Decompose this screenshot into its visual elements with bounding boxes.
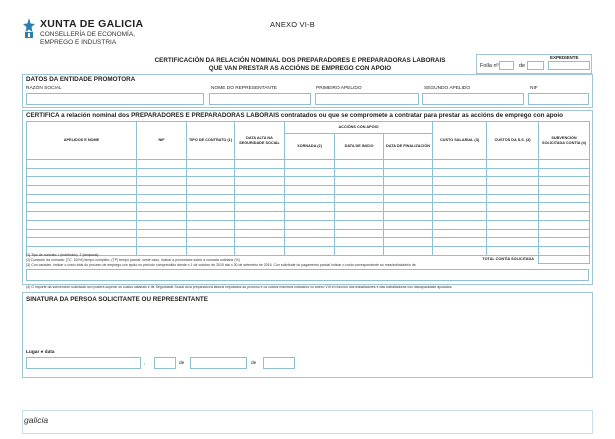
table-row — [27, 203, 590, 212]
nif-label: NIF — [530, 86, 538, 91]
total-amount-input[interactable] — [539, 255, 590, 264]
representante-label: NOME DO REPRESENTANTE — [211, 86, 278, 91]
table-row — [27, 186, 590, 195]
expediente-input[interactable] — [548, 61, 590, 70]
col-apelidos: APELIDOS E NOME — [27, 122, 137, 160]
col-data-inicio: DATA DE INICIO — [335, 134, 384, 160]
note-1: (1) Tipo de contrato: I (indefinido), T (temporal) — [26, 253, 99, 257]
org-name: XUNTA DE GALICIA — [40, 18, 144, 30]
table-row — [27, 238, 590, 247]
segundo-apelido-label: SEGUNDO APELIDO — [424, 86, 471, 91]
col-data-fin: DATA DE FINALIZACIÓN — [384, 134, 433, 160]
col-custos-ss: CUSTOS DA S.S. (3) — [487, 122, 539, 160]
lugar-input[interactable] — [26, 357, 141, 369]
org-department — [40, 31, 135, 46]
razon-social-label: RAZÓN SOCIAL — [26, 86, 62, 91]
org-dept-line2: EMPREGO E INDUSTRIA — [40, 38, 117, 46]
folla-de-label: de — [519, 63, 526, 69]
de-separator-1: de — [179, 361, 185, 366]
primer-apelido-input[interactable] — [315, 93, 419, 105]
month-input[interactable] — [190, 357, 247, 369]
footer-box — [22, 410, 593, 434]
day-input[interactable] — [154, 357, 176, 369]
lugar-data-label: Lugar e data — [26, 350, 55, 355]
document-title — [150, 57, 450, 73]
org-dept-line1: CONSELLERÍA DE ECONOMÍA, — [40, 31, 135, 38]
segundo-apelido-input[interactable] — [422, 93, 524, 105]
xunta-cross-logo-icon — [22, 17, 36, 39]
primer-apelido-label: PRIMEIRO APELIDO — [316, 86, 362, 91]
table-row — [27, 229, 590, 238]
annex-label: ANEXO VI-B — [270, 20, 315, 29]
folla-label: Folla nº — [480, 63, 499, 69]
col-custo-salarial: CUSTO SALARIAL (3) — [433, 122, 487, 160]
expediente-label: EXPEDIENTE — [550, 55, 579, 60]
note-2: (2) Duración da xornada: (TC: 100%) tempo completo, (TP) tempo parcial: neste caso, indicar a porcentaxe sobre a xornada ordinaria (%) — [26, 258, 240, 262]
representante-input[interactable] — [209, 93, 311, 105]
col-data-alta: DATA ALTA NA SEGURIDADE SOCIAL — [235, 122, 285, 160]
table-row — [27, 246, 590, 255]
table-row — [27, 168, 590, 177]
signature-section-title: SINATURA DA PERSOA SOLICITANTE OU REPRESENTANTE — [26, 296, 208, 303]
total-label: TOTAL CONTÍA SOLICITADA — [482, 257, 535, 262]
col-nif: NIF — [137, 122, 187, 160]
year-input[interactable] — [263, 357, 295, 369]
note-4: (4) O importe da subvención solicitada non poderá superar os custos salariais e de Seguridade Social do/a preparador/a laboral imputados ao proceso e os custos máximos indicados no anexo VIII en función dos traballadores e das traballadoras con discapacidade apoiados. — [26, 285, 453, 289]
table-row — [27, 160, 590, 169]
table-row — [27, 212, 590, 221]
folla-total-input[interactable] — [527, 61, 544, 70]
period-input[interactable] — [26, 269, 589, 281]
galicia-brand: galicia — [24, 415, 49, 425]
entity-section-title: DATOS DA ENTIDADE PROMOTORA — [26, 76, 136, 83]
razon-social-input[interactable] — [26, 93, 204, 105]
nif-input[interactable] — [528, 93, 589, 105]
note-3: (3) Con carácter, indicar o custo total do proceso de emprego con apoio no período comprendido desde o 1 de outubro de 2015 ata o 30 de setembro de 2016. Con solicitude do pagamento parcial indicar o custo correspondente ao mes/actividade/s de — [26, 263, 416, 267]
table-row — [27, 220, 590, 229]
col-xornada: XORNADA (2) — [285, 134, 335, 160]
certify-section-title: CERTIFICA a relación nominal dos PREPARADORES E PREPARADORAS LABORAIS contratados ou que se compromete a contratar para prestar as accións de emprego con apoio — [26, 112, 563, 119]
col-accions-con-apoio: ACCIÓNS CON APOIO — [285, 122, 433, 134]
table-row — [27, 177, 590, 186]
de-separator-2: de — [251, 361, 257, 366]
col-tipo-contrato: TIPO DE CONTRATO (1) — [187, 122, 235, 160]
preparadores-table — [26, 121, 590, 264]
comma-separator: , — [144, 361, 146, 366]
title-line1: CERTIFICACIÓN DA RELACIÓN NOMINAL DOS PREPARADORES E PREPARADORAS LABORAIS — [154, 57, 446, 64]
col-subvencion: SUBVENCIÓN SOLICITADA CONTÍA (4) — [539, 122, 590, 160]
title-line2: QUE VAN PRESTAR AS ACCIÓNS DE EMPREGO CON APOIO — [208, 65, 392, 72]
folla-number-input[interactable] — [499, 61, 514, 70]
table-row — [27, 194, 590, 203]
